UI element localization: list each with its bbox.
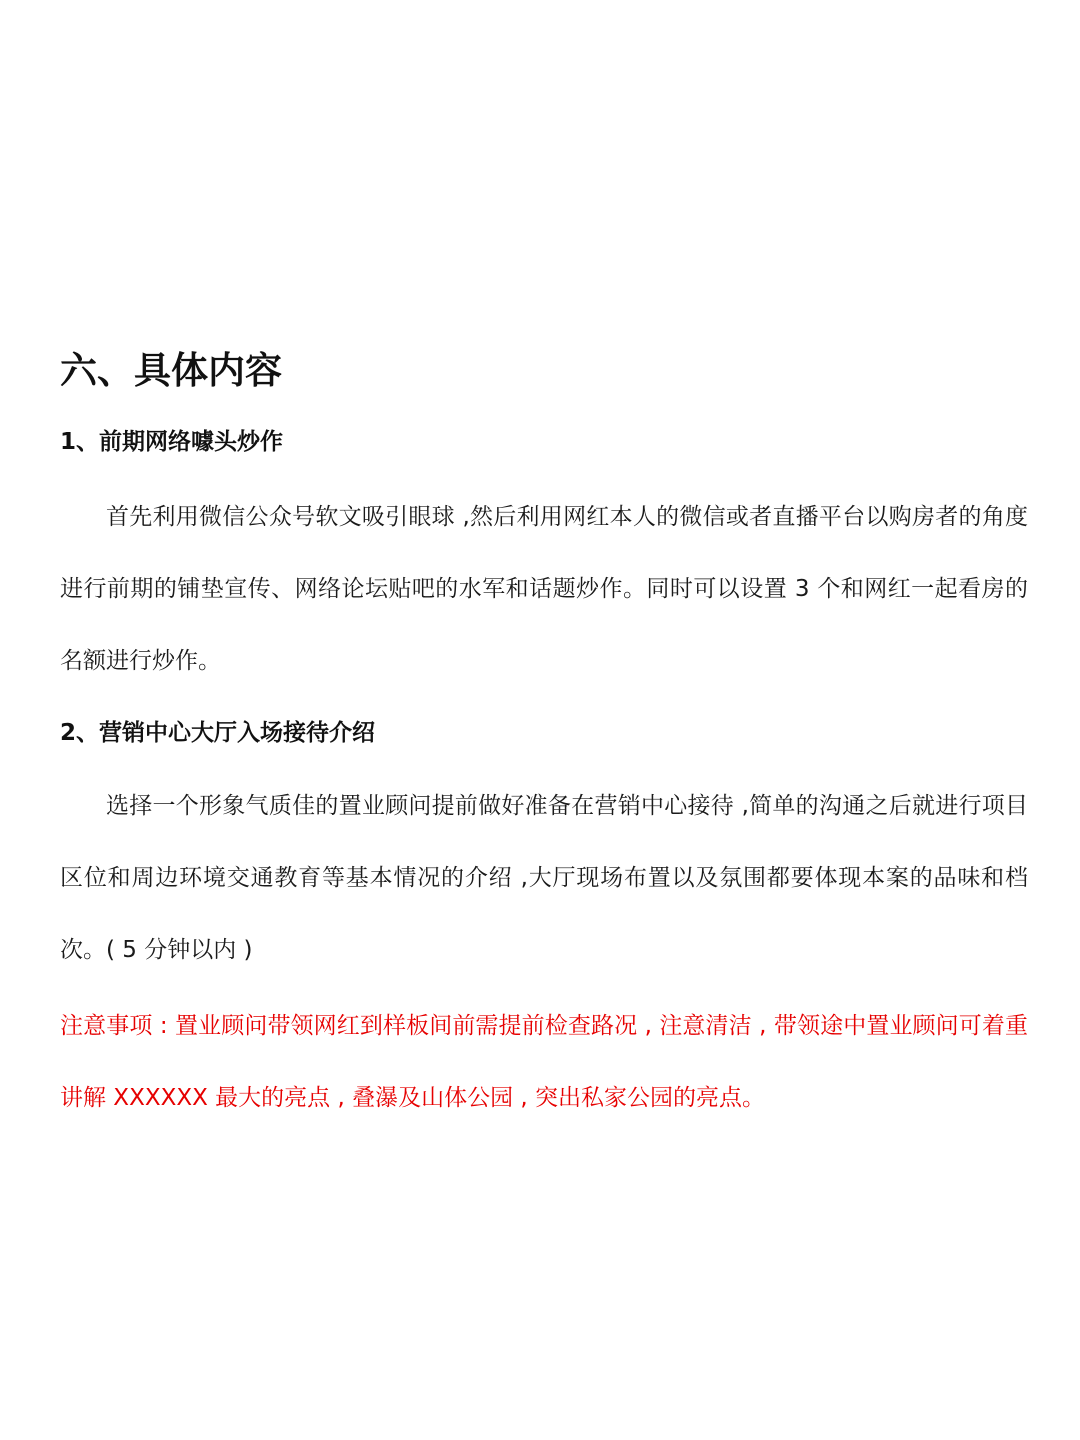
section-paragraph-2: 选择一个形象气质佳的置业顾问提前做好准备在营销中心接待 ,简单的沟通之后就进行项目区位和周边环境交通教育等基本情况的介绍 ,大厅现场布置以及氛围都要体现本案的品味和档次。( 5 分钟以内 ) — [60, 793, 1028, 963]
section-paragraph-1: 首先利用微信公众号软文吸引眼球 ,然后利用网红本人的微信或者直播平台以购房者的角度进行前期的铺垫宣传、网络论坛贴吧的水军和话题炒作。同时可以设置 3 个和网红一起看房的名额进行炒作。 — [60, 504, 1028, 674]
section-heading-1: 1、前期网络噱头炒作 — [60, 429, 284, 455]
attention-note: 注意事项 : 置业顾问带领网红到样板间前需提前检查路况 , 注意清洁 , 带领途中置业顾问可着重讲解 XXXXXX 最大的亮点 , 叠瀑及山体公园 , 突出私家公园的亮点。 — [60, 1013, 1028, 1111]
page-title: 六、具体内容 — [60, 349, 282, 392]
section-heading-2: 2、营销中心大厅入场接待介绍 — [60, 720, 376, 746]
